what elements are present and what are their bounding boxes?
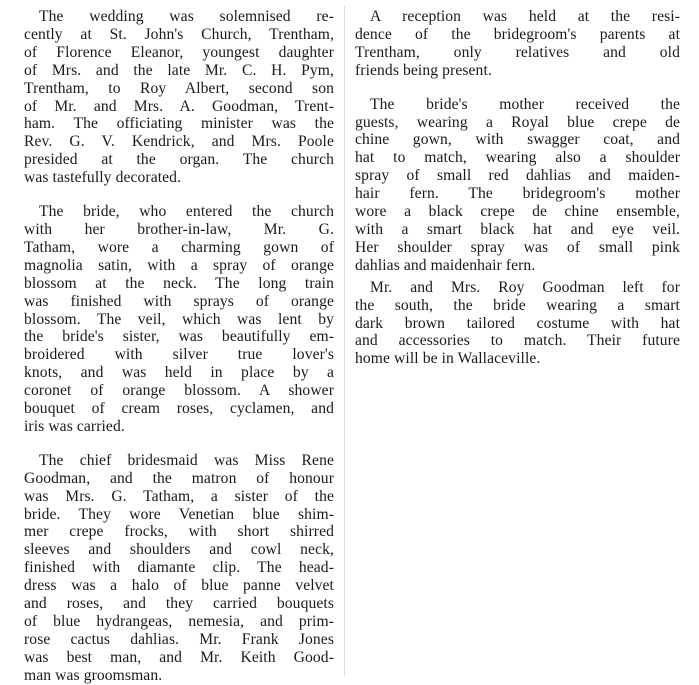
text-line: knots, and was held in place by a <box>24 364 334 382</box>
text-line: home will be in Wallaceville. <box>355 350 541 368</box>
text-line: Tatham, wore a charming gown of <box>24 238 334 256</box>
text-line: hair fern. The bridegroom's mother <box>355 185 680 203</box>
text-line: was best man, and Mr. Keith Good- <box>24 648 334 666</box>
text-line: rose cactus dahlias. Mr. Frank Jones <box>24 630 334 648</box>
paragraph <box>355 8 680 80</box>
text-line: the bride's sister, was beautifully em- <box>24 328 334 346</box>
paragraph-spacer <box>24 187 334 203</box>
paragraph <box>24 203 334 436</box>
text-line: spray of small red dahlias and maiden- <box>355 167 680 185</box>
text-line: presided at the organ. The church <box>24 151 334 169</box>
text-line: ham. The officiating minister was the <box>24 115 334 133</box>
paragraph <box>24 452 334 685</box>
text-line: mer crepe frocks, with short shirred <box>24 523 334 541</box>
text-line: finished with diamante clip. The head- <box>24 559 334 577</box>
text-line: iris was carried. <box>24 417 125 435</box>
right-column <box>355 8 680 368</box>
text-line: guests, wearing a Royal blue crepe de <box>355 113 680 131</box>
column-divider <box>344 6 345 676</box>
text-line: magnolia satin, with a spray of orange <box>24 256 334 274</box>
text-line: A reception was held at the resi- <box>370 8 680 25</box>
text-line: of Mrs. and the late Mr. C. H. Pym, <box>24 61 334 79</box>
text-line: was finished with sprays of orange <box>24 292 334 310</box>
text-line: of Mr. and Mrs. A. Goodman, Trent- <box>24 97 334 115</box>
text-line: Goodman, and the matron of honour <box>24 469 334 487</box>
text-line: Mr. and Mrs. Roy Goodman left for <box>370 278 680 296</box>
text-line: The bride, who entered the church <box>39 203 334 221</box>
text-line: cently at St. John's Church, Trentham, <box>24 25 334 43</box>
text-line: dence of the bridegroom's parents at <box>355 25 680 43</box>
text-line: man was groomsman. <box>24 666 163 684</box>
paragraph <box>355 96 680 275</box>
text-line: dark brown tailored costume with hat <box>355 314 680 332</box>
text-line: chine gown, with swagger coat, and <box>355 131 680 149</box>
text-line: bouquet of cream roses, cyclamen, and <box>24 400 334 418</box>
text-line: with a smart black hat and eye veil. <box>355 220 680 238</box>
text-line: blossom. The veil, which was lent by <box>24 310 334 328</box>
text-line: coronet of orange blossom. A shower <box>24 382 334 400</box>
text-line: broidered with silver true lover's <box>24 346 334 364</box>
text-line: sleeves and shoulders and cowl neck, <box>24 541 334 559</box>
text-line: hat to match, wearing also a shoulder <box>355 149 680 167</box>
text-line: dress was a halo of blue panne velvet <box>24 577 334 595</box>
paragraph-spacer <box>355 80 680 96</box>
text-line: of blue hydrangeas, nemesia, and prim- <box>24 613 334 630</box>
paragraph <box>24 8 334 187</box>
text-line: bride. They wore Venetian blue shim- <box>24 505 334 523</box>
text-line: with her brother-in-law, Mr. G. <box>24 220 334 238</box>
text-line: dahlias and maidenhair fern. <box>355 256 536 274</box>
text-line: The bride's mother received the <box>370 95 680 113</box>
text-line: The wedding was solemnised re- <box>39 8 334 25</box>
left-column <box>24 8 334 685</box>
text-line: friends being present. <box>355 61 492 79</box>
text-line: and accessories to match. Their future <box>355 332 680 350</box>
text-line: was Mrs. G. Tatham, a sister of the <box>24 487 334 505</box>
text-line: Her shoulder spray was of small pink <box>355 238 680 256</box>
text-line: blossom at the neck. The long train <box>24 274 334 292</box>
paragraph <box>355 279 680 369</box>
text-line: Trentham, only relatives and old <box>355 43 680 61</box>
text-line: The chief bridesmaid was Miss Rene <box>39 451 334 469</box>
text-line: of Florence Eleanor, youngest daughter <box>24 43 334 61</box>
text-line: and roses, and they carried bouquets <box>24 595 334 613</box>
text-line: wore a black crepe de chine ensemble, <box>355 203 680 221</box>
paragraph-spacer <box>24 436 334 452</box>
text-line: the south, the bride wearing a smart <box>355 296 680 314</box>
text-line: was tastefully decorated. <box>24 169 182 187</box>
text-line: Rev. G. V. Kendrick, and Mrs. Poole <box>24 133 334 151</box>
text-line: Trentham, to Roy Albert, second son <box>24 79 334 97</box>
